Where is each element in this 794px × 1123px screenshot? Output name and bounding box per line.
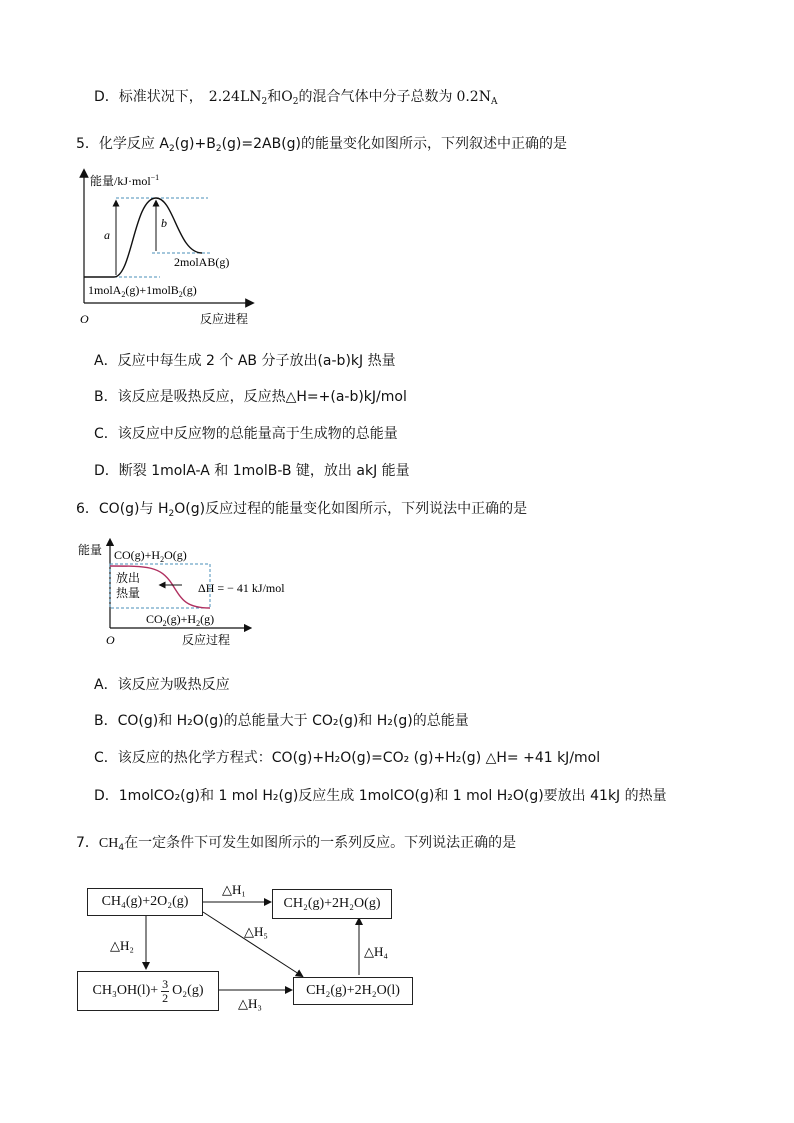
q6-release-label-2: 热量	[116, 586, 141, 600]
q5-option-d[interactable]: D．断裂 1molA-A 和 1molB-B 键，放出 akJ 能量	[94, 463, 410, 479]
q7-stem-ch4: CH	[98, 836, 119, 851]
q6-dh-label: ΔH = − 41 kJ/mol	[198, 581, 285, 595]
q5-option-c[interactable]: C．该反应中反应物的总能量高于生成物的总能量	[94, 426, 398, 442]
q7-box3-right: O₂(g)	[172, 983, 204, 998]
q5-stem-mid1: (g)+B	[174, 136, 216, 152]
q4-volume: 2.24L	[208, 89, 250, 105]
q4-na-sub: A	[490, 97, 498, 107]
q7-stem-post: 在一定条件下可发生如图所示的一系列反应。下列说法正确的是	[124, 835, 517, 851]
q4-and: 和	[267, 89, 282, 105]
q5-y-axis-label: 能量/kJ·mol$^{-1}$	[90, 173, 160, 188]
q5-x-axis-label: 反应进程	[200, 312, 249, 326]
q6-y-axis-label: 能量	[78, 543, 103, 557]
q4-n2: N	[249, 89, 262, 105]
q5-stem-mid2: (g)=2AB(g)的能量变化如图所示，下列叙述中正确的是	[221, 136, 568, 152]
q5-stem-pre: 5．化学反应 A	[76, 136, 169, 152]
q6-option-b[interactable]: B．CO(g)和 H₂O(g)的总能量大于 CO₂(g)和 H₂(g)的总能量	[94, 713, 469, 729]
q7-arrow-dh5	[203, 912, 302, 976]
q6-option-c[interactable]: C．该反应的热化学方程式：CO(g)+H₂O(g)=CO₂ (g)+H₂(g) △H= +41 kJ/mol	[94, 750, 601, 766]
q7-dh1-label: △H₁	[222, 882, 246, 897]
q4-o2-sub: 2	[292, 97, 299, 107]
q4-option-d-label: D．标准状况下，	[94, 89, 203, 105]
q5-product-label: 2molAB(g)	[174, 255, 230, 269]
q5-reactant-label: 1molA$_2$(g)+1molB$_2$(g)	[88, 283, 197, 299]
q7-box-liquid-products: CH₂(g)+2H₂O(l)	[293, 977, 413, 1005]
q6-origin: O	[106, 633, 115, 647]
q7-stem-pre: 7．	[76, 835, 99, 851]
q7-box-methanol	[77, 971, 219, 1011]
q7-dh2-label: △H₂	[110, 938, 134, 953]
q5-option-b[interactable]: B．该反应是吸热反应，反应热△H=+(a-b)kJ/mol	[94, 389, 407, 405]
q6-bottom-label: $CO_2(g)+H_2(g)$	[146, 612, 215, 628]
q7-box3-left: CH₃OH(l)+	[92, 983, 159, 998]
q6-option-d[interactable]: D．1molCO₂(g)和 1 mol H₂(g)反应生成 1molCO(g)和 1 mol H₂O(g)要放出 41kJ 的热量	[94, 788, 667, 804]
q6-option-a[interactable]: A．该反应为吸热反应	[94, 677, 230, 693]
q7-box-reactants: CH₄(g)+2O₂(g)	[87, 888, 203, 916]
q7-dh4-label: △H₄	[364, 944, 388, 959]
q5-label-b: b	[161, 216, 167, 230]
q5-stem-sub-a: 2	[168, 144, 175, 154]
q7-box-gas-products: CH₂(g)+2H₂O(g)	[272, 889, 392, 919]
q7-fraction-num: 3	[162, 976, 169, 991]
q5-origin: O	[80, 312, 89, 326]
q6-stem-sub: 2	[168, 509, 175, 519]
q7-fraction-den: 2	[162, 990, 169, 1005]
q6-release-label-1: 放出	[116, 571, 141, 585]
q6-x-axis-label: 反应过程	[182, 633, 231, 647]
q4-mid: 的混合气体中分子总数为	[298, 89, 453, 105]
q7-stem-sub: 4	[118, 843, 125, 853]
q7-dh5-label: △H₅	[244, 924, 268, 939]
q5-label-a: a	[104, 228, 110, 242]
q4-na: 0.2N	[456, 89, 491, 105]
q7-box3-fraction	[161, 978, 169, 1005]
q7-dh3-label: △H₃	[238, 996, 262, 1011]
q5-option-a[interactable]: A．反应中每生成 2 个 AB 分子放出(a-b)kJ 热量	[94, 353, 396, 369]
q5-stem-sub-b: 2	[215, 144, 222, 154]
q6-stem-pre: 6．CO(g)与 H	[76, 501, 169, 517]
q6-stem-post: O(g)反应过程的能量变化如图所示，下列说法中正确的是	[174, 501, 528, 517]
q6-top-label: $CO(g)+H_2O(g)$	[114, 548, 187, 564]
q4-o2: O	[281, 89, 293, 105]
q4-n2-sub: 2	[261, 97, 268, 107]
